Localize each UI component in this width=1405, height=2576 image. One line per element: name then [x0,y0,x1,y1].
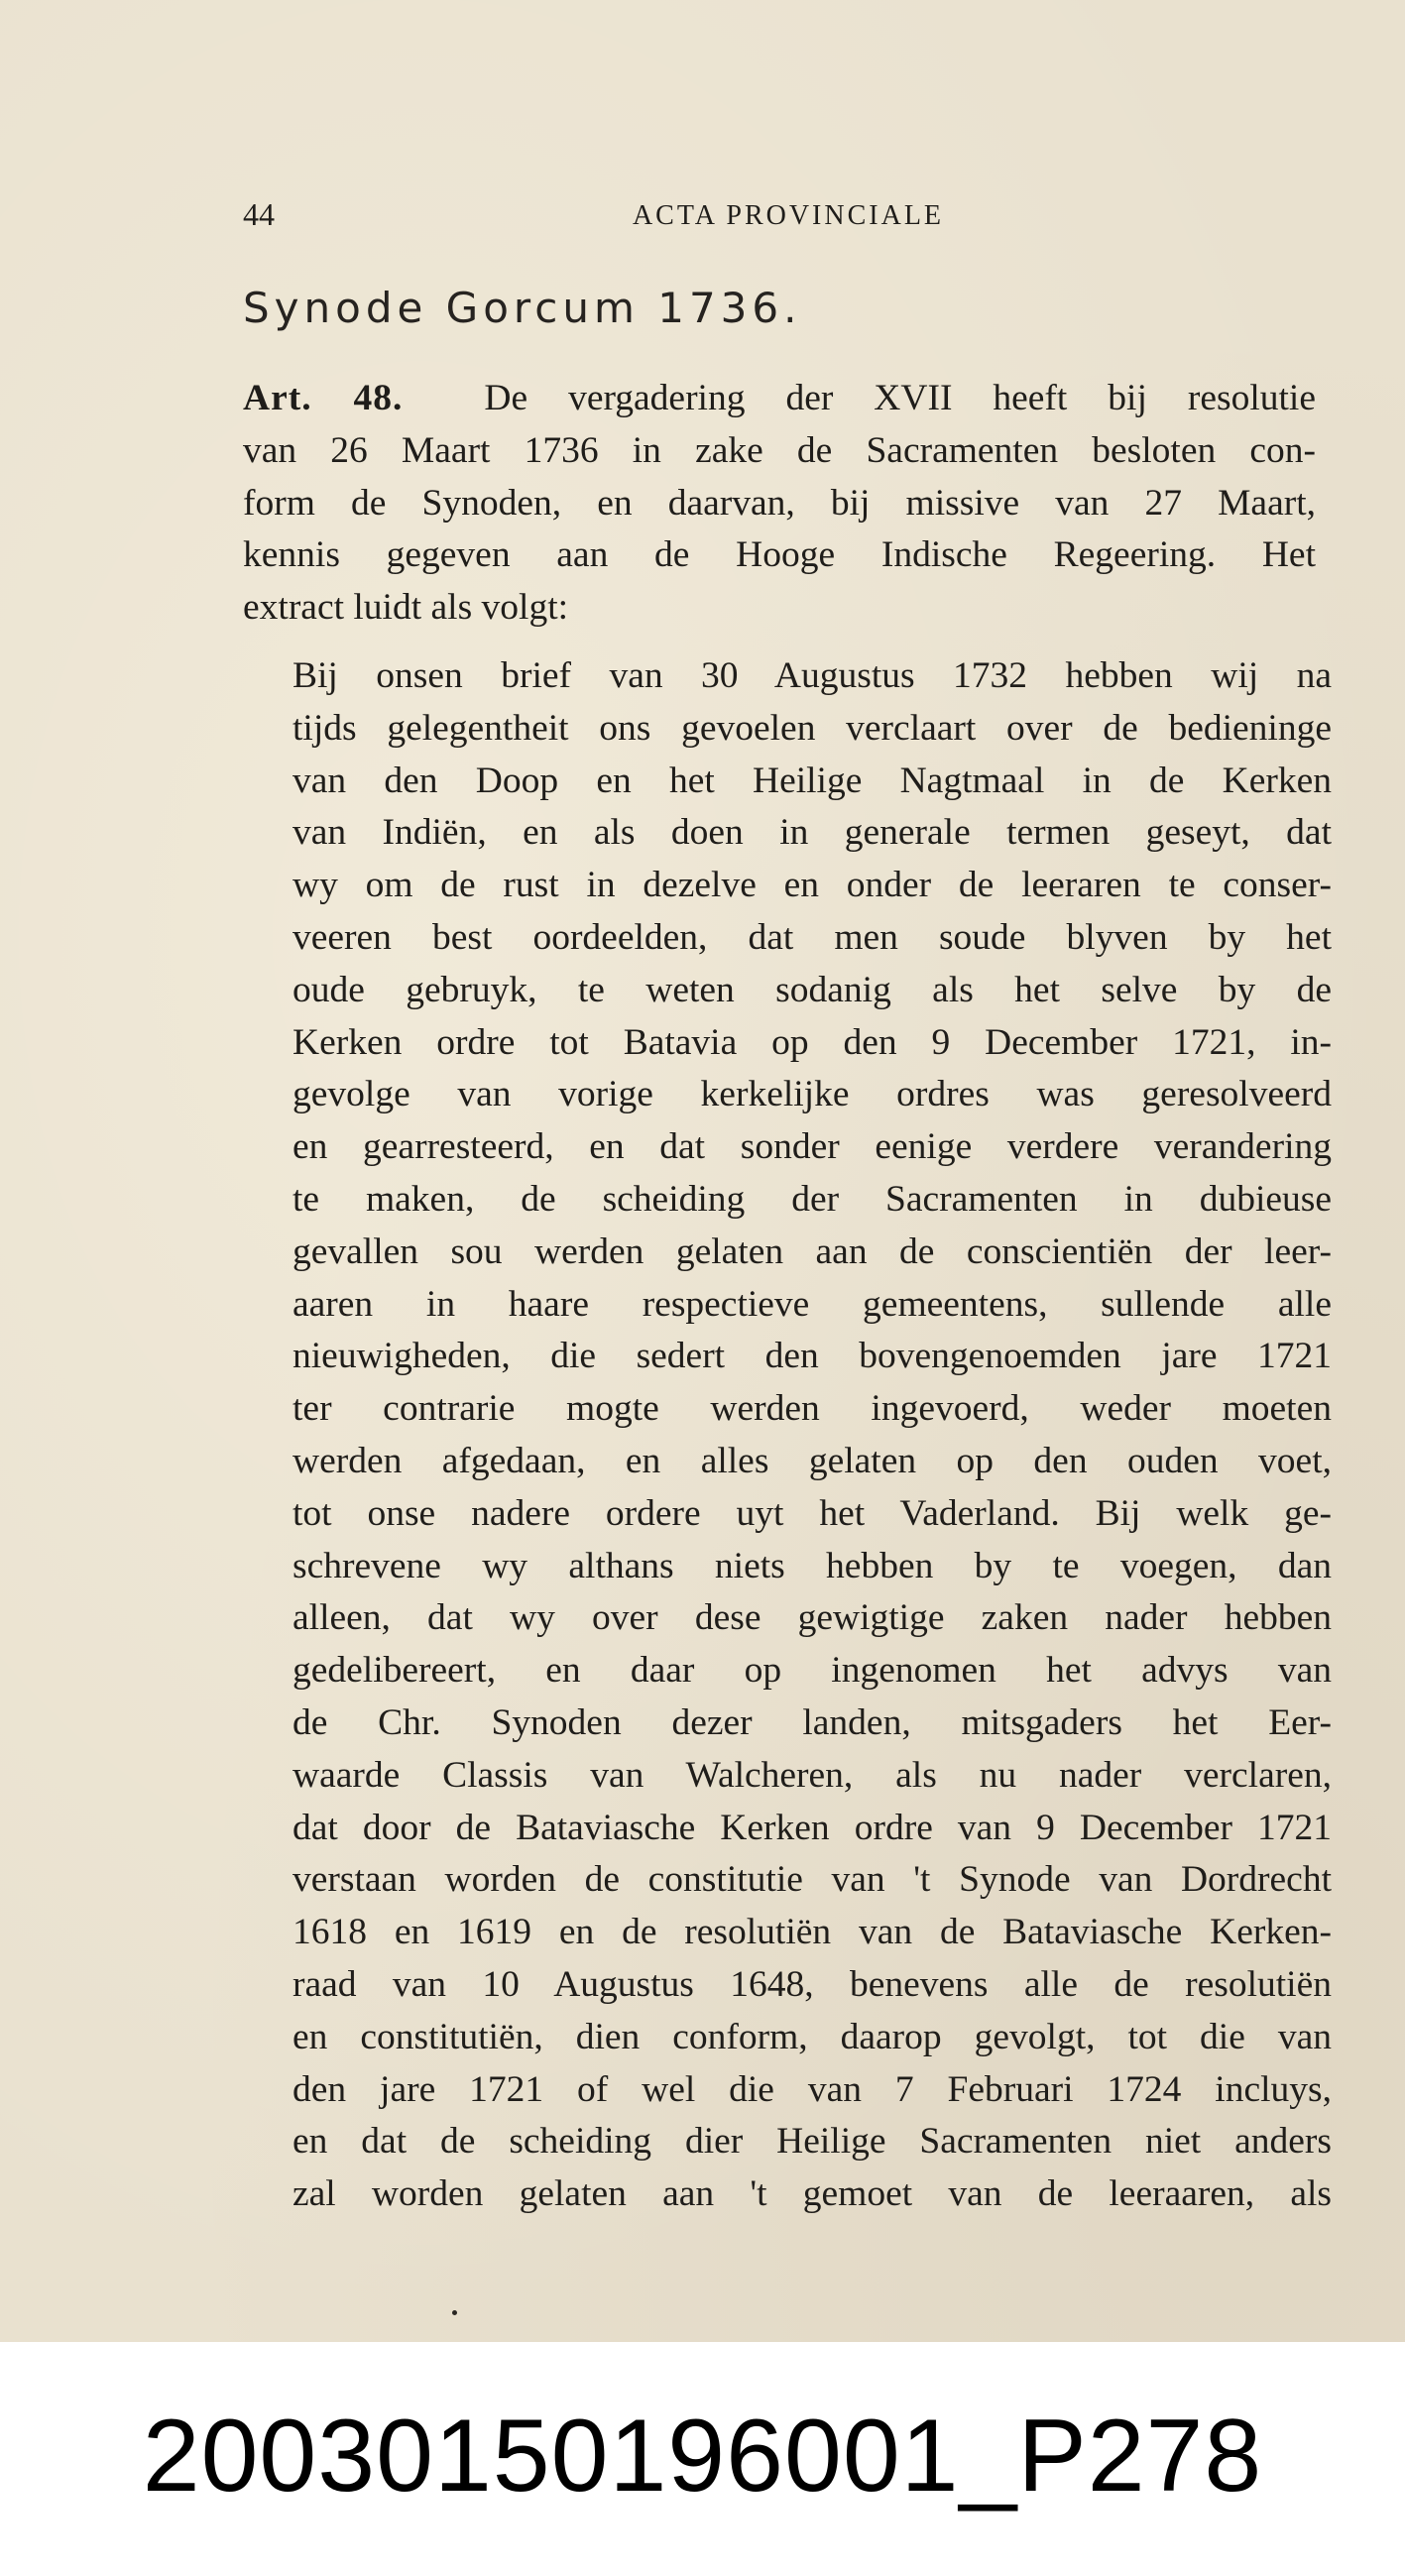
text-line: verstaan worden de constitutie van 't Synode van Dordrecht [293,1859,1332,1901]
text-line: tot onse nadere ordere uyt het Vaderland. Bij welk ge- [293,1492,1332,1534]
text-line: tijds gelegentheit ons gevoelen verclaart over de bedieninge [293,707,1332,749]
text-line: nieuwigheden, die sedert den bovengenoemden jare 1721 [293,1336,1332,1377]
text-line: dat door de Bataviasche Kerken ordre van 9 December 1721 [293,1807,1332,1848]
text-line: en constitutiën, dien conform, daarop gevolgt, tot die van [293,2016,1332,2057]
text-line: 1618 en 1619 en de resolutiën van de Bataviasche Kerken- [293,1912,1332,1953]
text-line: Bij onsen brief van 30 Augustus 1732 hebben wij na [293,655,1332,696]
text-line: van den Doop en het Heilige Nagtmaal in de Kerken [293,760,1332,801]
text-line: raad van 10 Augustus 1648, benevens alle de resolutiën [293,1963,1332,2005]
ink-speck [452,2310,457,2315]
text-line: gevallen sou werden gelaten aan de conscientiën der leer- [293,1230,1332,1272]
text-line: Kerken ordre tot Batavia op den 9 December 1721, in- [293,1021,1332,1063]
text-line: schrevene wy althans niets hebben by te voegen, dan [293,1545,1332,1586]
article-paragraph [243,373,1316,635]
text-line: en gearresteerd, en dat sonder eenige verdere verandering [293,1126,1332,1168]
text-line: alleen, dat wy over dese gewigtige zaken nader hebben [293,1597,1332,1639]
text-line: van 26 Maart 1736 in zake de Sacramenten besloten con- [243,429,1316,471]
text-line: aaren in haare respectieve gemeentens, sullende alle [293,1283,1332,1325]
text-line: wy om de rust in dezelve en onder de leeraren te conser- [293,865,1332,906]
text-line: den jare 1721 of wel die van 7 Februari 1724 incluys, [293,2068,1332,2110]
page-number: 44 [243,196,275,232]
section-title: Synode Gorcum 1736. [243,284,802,332]
article-label: Art. 48. [243,378,404,418]
page-header [243,196,1334,248]
text-line [243,373,1316,425]
text-line: ter contrarie mogte werden ingevoerd, weder moeten [293,1388,1332,1430]
text-line: gedelibereert, en daar op ingenomen het advys van [293,1650,1332,1692]
text-line: te maken, de scheiding der Sacramenten in dubieuse [293,1178,1332,1220]
text-line: zal worden gelaten aan 't gemoet van de leeraaren, als [293,2173,1332,2215]
text-line: extract luidt als volgt: [243,587,569,629]
text-line: veeren best oordeelden, dat men soude blyven by het [293,916,1332,958]
text-line: en dat de scheiding dier Heilige Sacramenten niet anders [293,2121,1332,2163]
running-head: ACTA PROVINCIALE [632,200,945,231]
text-line: waarde Classis van Walcheren, als nu nader verclaren, [293,1754,1332,1796]
text-line: form de Synoden, en daarvan, bij missive van 27 Maart, [243,482,1316,524]
text-line: gevolge van vorige kerkelijke ordres was geresolveerd [293,1074,1332,1115]
text-line: oude gebruyk, te weten sodanig als het selve by de [293,969,1332,1010]
text-line: van Indiën, en als doen in generale termen geseyt, dat [293,812,1332,854]
text-line: kennis gegeven aan de Hooge Indische Regeering. Het [243,534,1316,576]
text-line: werden afgedaan, en alles gelaten op den ouden voet, [293,1440,1332,1481]
quoted-extract [293,650,1332,2221]
text-line: de Chr. Synoden dezer landen, mitsgaders het Eer- [293,1701,1332,1743]
text-line-content: De vergadering der XVII heeft bij resolutie [484,378,1316,418]
file-identifier: 20030150196001_P278 [142,2399,1263,2514]
